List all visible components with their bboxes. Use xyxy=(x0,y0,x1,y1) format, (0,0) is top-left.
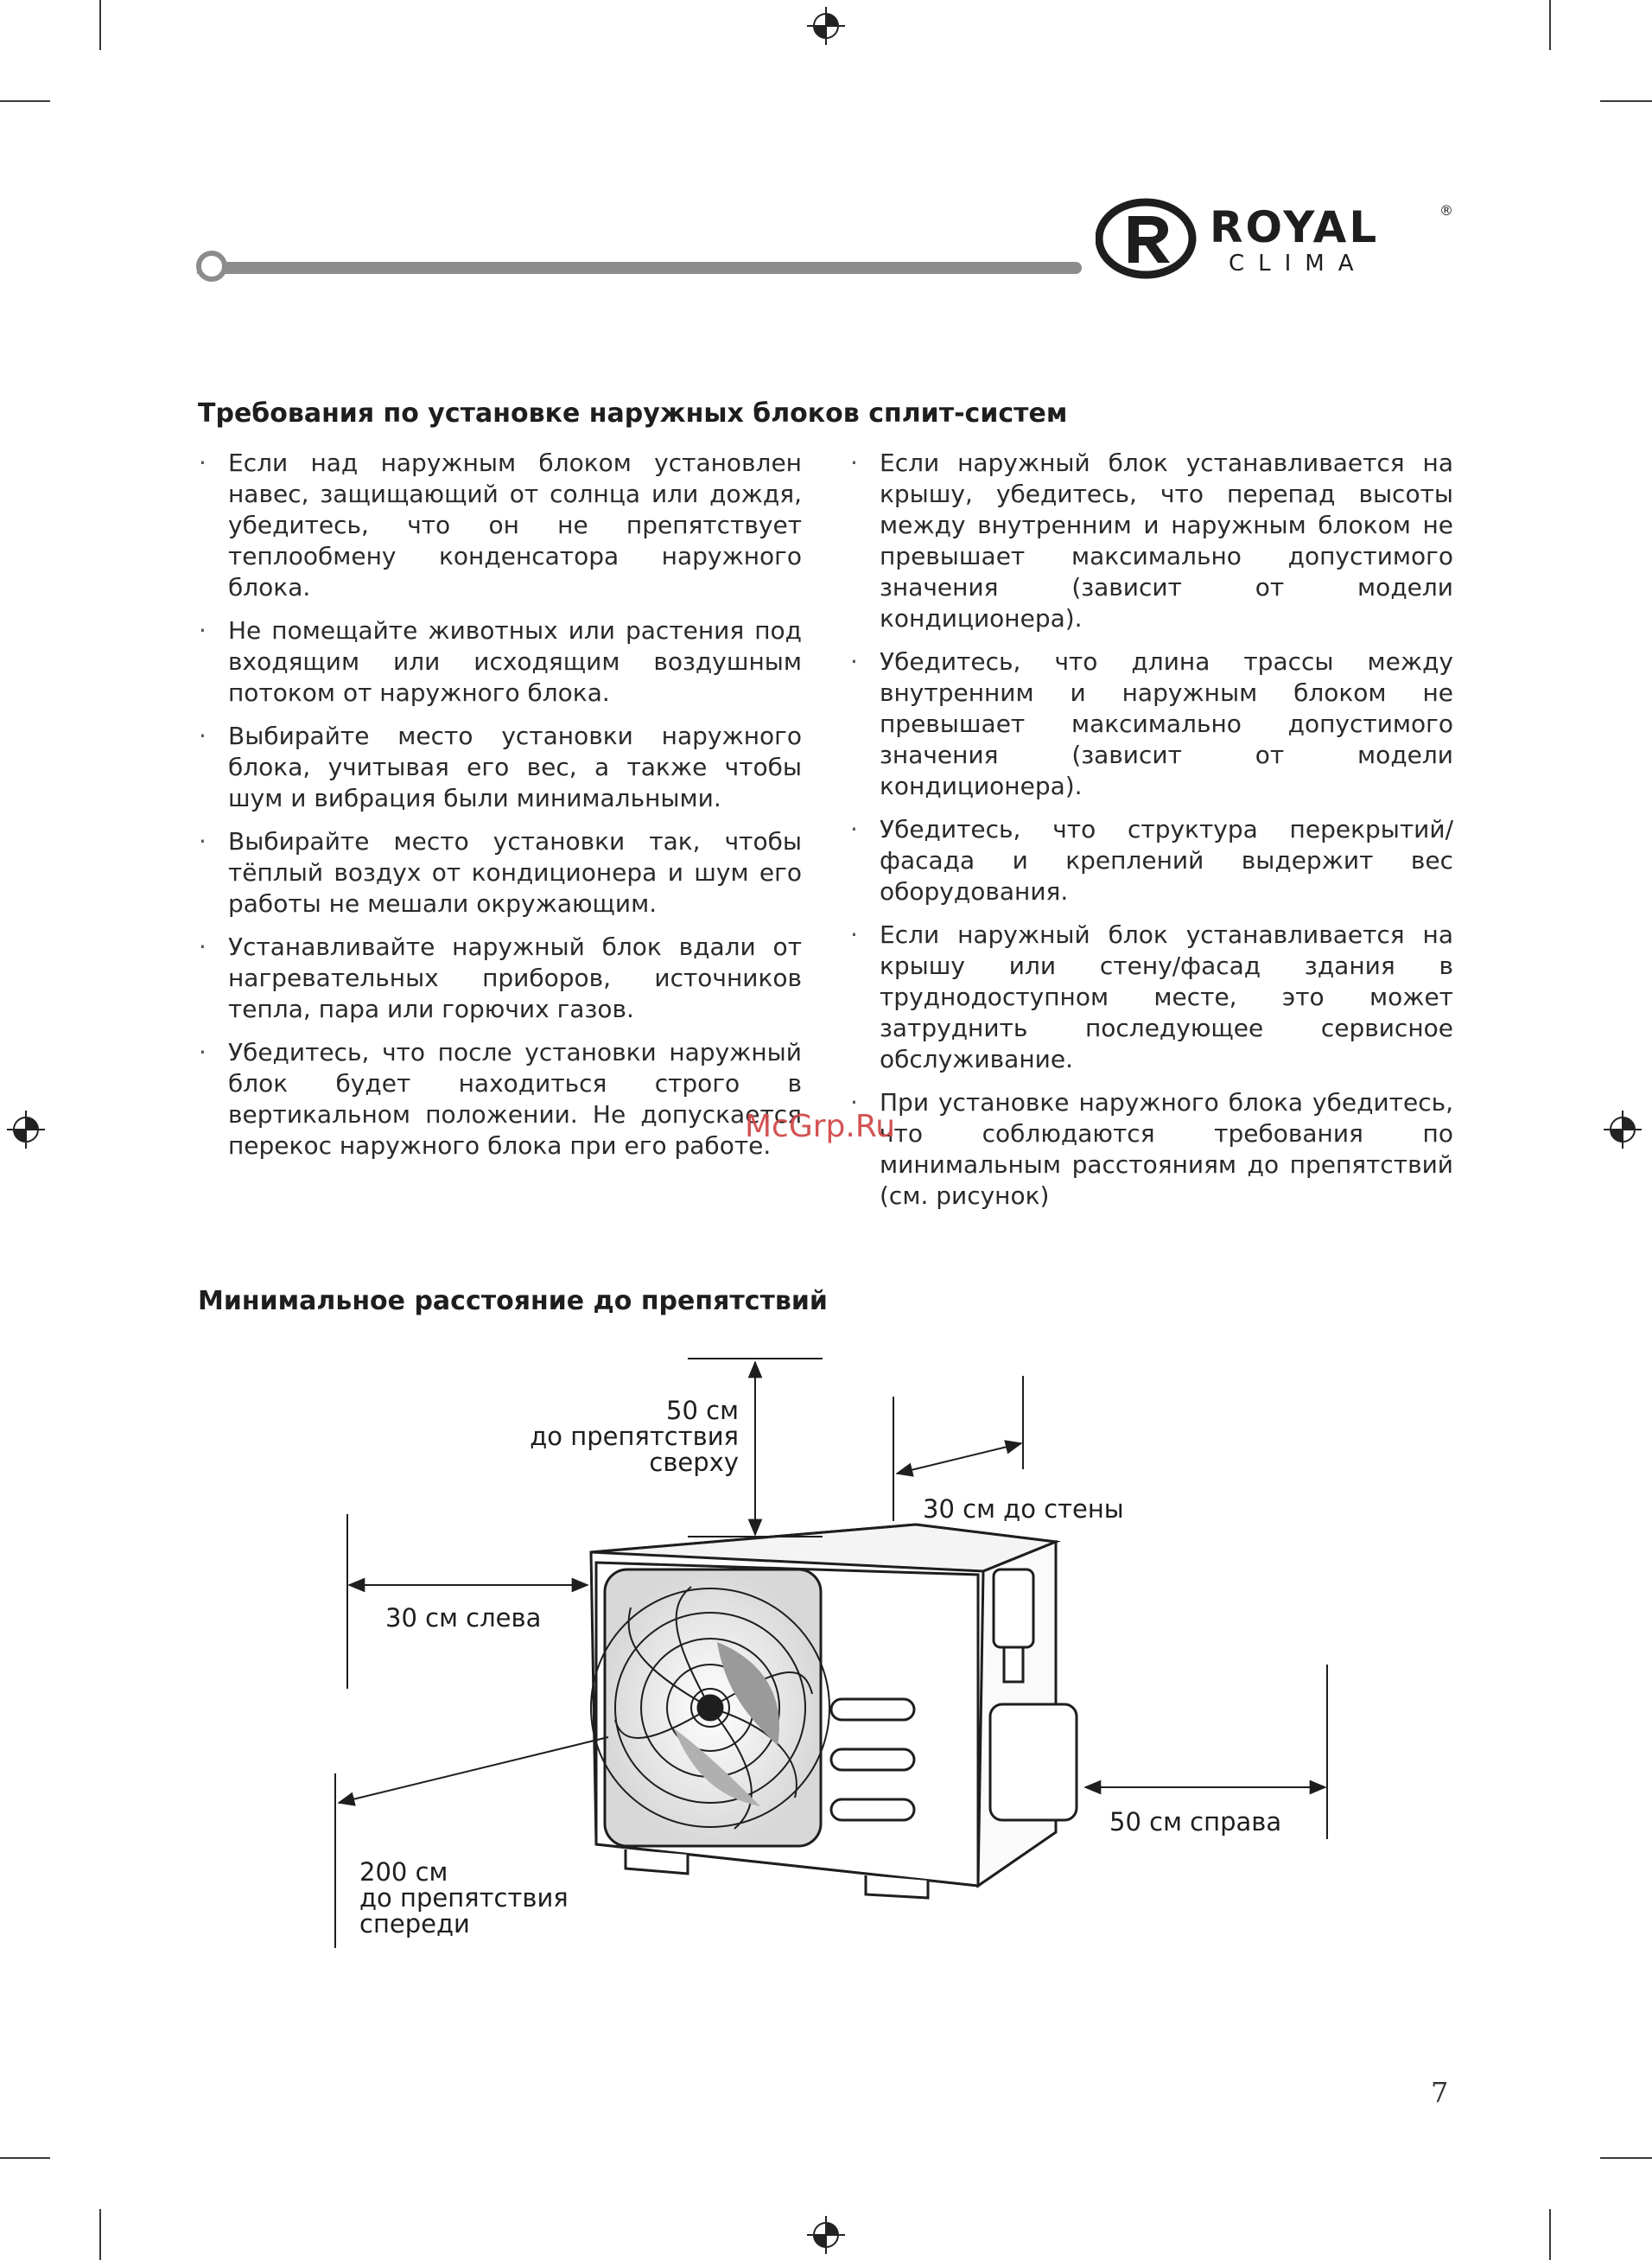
crop-mark xyxy=(0,100,50,102)
list-item: · Не помещайте животных или растения под входящим или исходящим воздушным потоком от наружного блока. xyxy=(197,615,802,709)
list-item: · Убедитесь, что длина трассы между внутренним и наружным блоком не превышает максимально допустимого значения (зависит от модели кондиционера). xyxy=(848,646,1453,802)
header-rule-dot xyxy=(196,251,227,282)
list-item: · Если наружный блок устанавливается на крышу или стену/фасад здания в труднодоступном месте, это может затруднить последующее сервисное обслуживание. xyxy=(848,920,1453,1075)
registration-mark-icon xyxy=(7,1111,45,1149)
label-front-clearance-line3: спереди xyxy=(359,1909,470,1939)
right-column xyxy=(848,448,1453,1224)
registration-mark-icon xyxy=(807,7,845,45)
crop-mark xyxy=(99,2209,101,2260)
left-column xyxy=(197,448,802,1174)
registration-mark-icon xyxy=(807,2216,845,2254)
crop-mark xyxy=(1549,0,1551,50)
watermark-text: McGrp.Ru xyxy=(745,1109,896,1144)
brand-name: ROYAL xyxy=(1210,202,1380,252)
section-title-requirements: Требования по установке наружных блоков сплит-систем xyxy=(198,398,1068,429)
label-front-clearance-value: 200 см xyxy=(359,1857,448,1887)
list-item: · Устанавливайте наружный блок вдали от нагревательных приборов, источников тепла, пара или горючих газов. xyxy=(197,932,802,1025)
crop-mark xyxy=(1549,2209,1551,2260)
label-front-clearance-line2: до препятствия xyxy=(359,1883,569,1913)
list-item: · Если наружный блок устанавливается на крышу, убедитесь, что перепад высоты между внутренним и наружным блоком не превышает максимально допустимого значения (зависит от модели кондиционера). xyxy=(848,448,1453,634)
list-item: · При установке наружного блока убедитесь, что соблюдаются требования по минимальным расстояниям до препятствий (см. рисунок) xyxy=(848,1087,1453,1212)
crop-mark xyxy=(0,2157,50,2159)
royal-r-emblem-icon xyxy=(1096,197,1198,280)
label-top-clearance-line2: до препятствия xyxy=(530,1422,739,1451)
requirements-list-left xyxy=(197,448,802,1162)
list-item: · Если над наружным блоком установлен навес, защищающий от солнца или дождя, убедитесь, что он не препятствует теплообмену конденсатора наружного блока. xyxy=(197,448,802,603)
registered-mark: ® xyxy=(1439,202,1453,219)
list-item: · Убедитесь, что структура перекрытий/фасада и креплений выдержит вес оборудования. xyxy=(848,814,1453,907)
list-item: · Выбирайте место установки так, чтобы тёплый воздух от кондиционера и шум его работы не мешали окружающим. xyxy=(197,826,802,920)
brand-subname: CLIMA xyxy=(1229,251,1368,277)
page-number: 7 xyxy=(1431,2076,1449,2109)
section-title-clearances: Минимальное расстояние до препятствий xyxy=(198,1286,828,1316)
registration-mark-icon xyxy=(1604,1111,1642,1149)
label-top-clearance-value: 50 см xyxy=(666,1396,739,1425)
requirements-list-right xyxy=(848,448,1453,1212)
crop-mark xyxy=(1600,2157,1652,2159)
crop-mark xyxy=(99,0,101,50)
header-rule xyxy=(197,262,1082,274)
label-top-clearance-line3: сверху xyxy=(649,1448,739,1477)
list-item: · Убедитесь, что после установки наружный блок будет находиться строго в вертикальном положении. Не допускается перекос наружного блока при его работе. xyxy=(197,1037,802,1162)
brand-logo xyxy=(1096,197,1458,283)
label-right-clearance: 50 см справа xyxy=(1109,1807,1282,1837)
label-left-clearance: 30 см слева xyxy=(385,1603,542,1633)
label-wall-clearance: 30 см до стены xyxy=(923,1494,1124,1524)
list-item: · Выбирайте место установки наружного блока, учитывая его вес, а также чтобы шум и вибрация были минимальными. xyxy=(197,721,802,814)
outdoor-unit-illustration xyxy=(591,1525,1077,1898)
crop-mark xyxy=(1600,100,1652,102)
clearance-diagram xyxy=(0,1331,1652,1970)
